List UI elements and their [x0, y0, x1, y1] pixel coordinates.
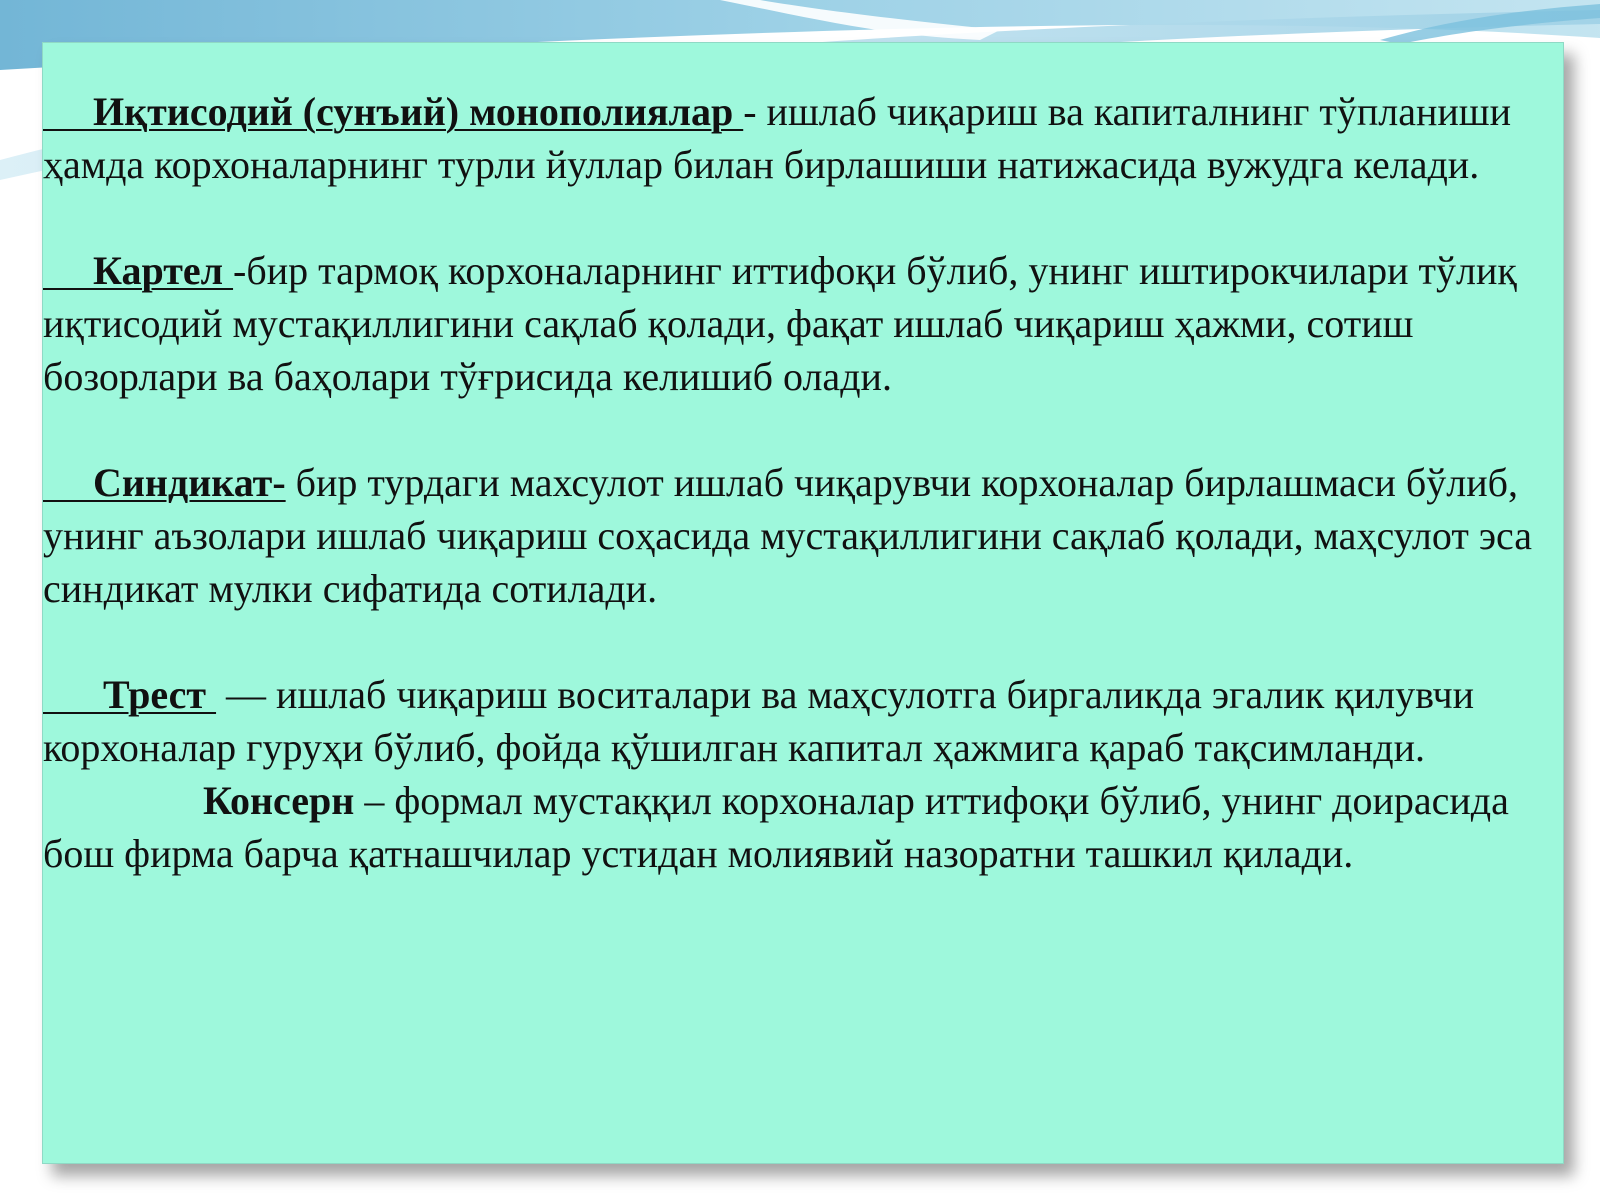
definition-text-concern: – формал мустаққил корхоналар иттифоқи бўлиб, унинг доирасида бош фирма барча қатнашчилар устидан молиявий назоратни ташкил қилади.: [43, 778, 1509, 876]
definition-trust: [43, 668, 1553, 774]
term-trust: Трест: [103, 672, 217, 717]
spacer: [43, 403, 1553, 456]
definition-concern: [43, 774, 1553, 880]
definition-syndicate: [43, 456, 1553, 615]
term-underline-syndicate: [43, 460, 286, 505]
definition-text-syndicate: бир турдаги махсулот ишлаб чиқарувчи корхоналар бирлашмаси бўлиб, унинг аъзолари ишлаб чиқариш соҳасида мустақиллигини сақлаб қолади, маҳсулот эса синдикат мулки сифатида сотилади.: [43, 460, 1532, 611]
spacer: [43, 615, 1553, 668]
term-underline-cartel: [43, 248, 233, 293]
term-cartel: Картел: [93, 248, 234, 293]
definition-cartel: [43, 244, 1553, 403]
term-monopolies: Иқтисодий (сунъий) монополиялар: [93, 89, 744, 134]
spacer: [43, 191, 1553, 244]
definition-monopolies: [43, 85, 1553, 191]
term-underline-monopolies: [43, 89, 743, 134]
term-concern: Консерн: [203, 778, 355, 823]
content-panel: [42, 42, 1564, 1164]
term-underline-trust: [43, 672, 216, 717]
definition-text-monopolies: - ишлаб чиқариш ва капиталнинг тўпланиши ҳамда корхоналарнинг турли йуллар билан бирлашиши натижасида вужудга келади.: [43, 89, 1511, 187]
definition-text-trust: — ишлаб чиқариш воситалари ва маҳсулотга биргаликда эгалик қилувчи корхоналар гуруҳи бўлиб, фойда қўшилган капитал ҳажмига қараб тақсимланди.: [43, 672, 1474, 770]
term-syndicate: Синдикат-: [93, 460, 286, 505]
definition-text-cartel: -бир тармоқ корхоналарнинг иттифоқи бўлиб, унинг иштирокчилари тўлиқ иқтисодий мустақиллигини сақлаб қолади, фақат ишлаб чиқариш ҳажми, сотиш бозорлари ва баҳолари тўғрисида келишиб олади.: [43, 248, 1517, 399]
